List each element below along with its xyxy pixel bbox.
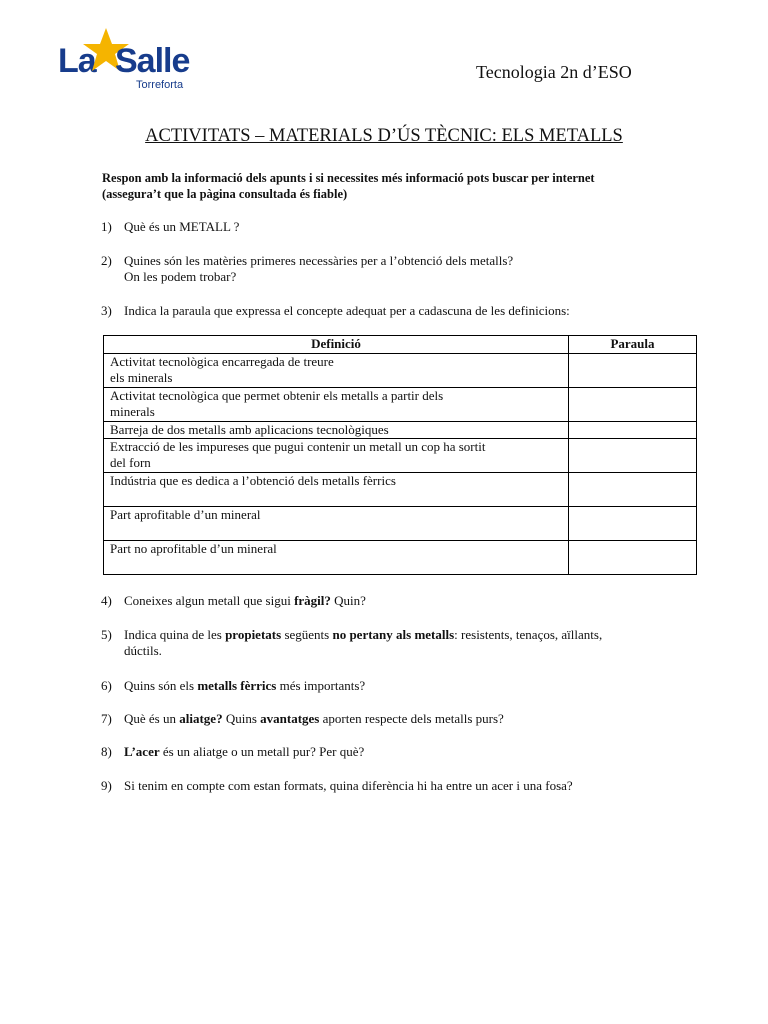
definition-cell — [104, 388, 569, 422]
table-row — [104, 354, 697, 388]
word-cell[interactable] — [569, 422, 697, 439]
question-text: Quines són les matèries primeres necessàries per a l’obtenció dels metalls? — [124, 253, 514, 268]
instructions-line-2: (assegura’t que la pàgina consultada és fiable) — [102, 187, 348, 201]
definition-cell — [104, 473, 569, 507]
question-text: L’acer és un aliatge o un metall pur? Per què? — [124, 744, 365, 759]
definition-text: Activitat tecnològica que permet obtenir els metalls a partir dels — [110, 388, 444, 403]
definition-text-cont: els minerals — [110, 370, 173, 385]
question-text-line-2: On les podem trobar? — [124, 269, 237, 284]
word-cell[interactable] — [569, 439, 697, 473]
question-number: 2) — [101, 253, 112, 268]
definition-text: Activitat tecnològica encarregada de treure — [110, 354, 334, 369]
word-cell[interactable] — [569, 507, 697, 541]
word-cell[interactable] — [569, 473, 697, 507]
word-cell[interactable] — [569, 541, 697, 575]
definitions-table — [103, 335, 697, 575]
table-row — [104, 439, 697, 473]
definition-text-cont: minerals — [110, 404, 155, 419]
question-number: 7) — [101, 711, 112, 726]
subject-heading: Tecnologia 2n d’ESO — [476, 62, 632, 82]
question-number: 5) — [101, 627, 112, 642]
question-number: 8) — [101, 744, 112, 759]
definition-cell — [104, 507, 569, 541]
definition-text: Extracció de les impureses que pugui contenir un metall un cop ha sortit — [110, 439, 486, 454]
table-row — [104, 507, 697, 541]
table-row — [104, 541, 697, 575]
definition-text-cont: del forn — [110, 455, 151, 470]
table-row — [104, 473, 697, 507]
header-definicio: Definició — [104, 336, 569, 354]
question-text: Quins són els metalls fèrrics més importants? — [124, 678, 366, 693]
la-salle-logo — [58, 30, 218, 94]
question-text: Indica la paraula que expressa el concepte adequat per a cadascuna de les definicions: — [124, 303, 570, 318]
question-text: Coneixes algun metall que sigui fràgil? Quin? — [124, 593, 366, 608]
header-paraula: Paraula — [569, 336, 697, 354]
definition-cell — [104, 354, 569, 388]
word-cell[interactable] — [569, 388, 697, 422]
logo-text-la: La — [58, 42, 96, 80]
question-number: 6) — [101, 678, 112, 693]
question-number: 3) — [101, 303, 112, 318]
table-row — [104, 388, 697, 422]
definition-cell — [104, 422, 569, 439]
question-text: Indica quina de les propietats següents no pertany als metalls: resistents, tenaços, aïllants, dúctils. — [124, 627, 603, 658]
definition-text: Part aprofitable d’un mineral — [110, 507, 261, 522]
logo-text-salle: Salle — [115, 42, 190, 80]
instructions — [102, 170, 682, 202]
question-number: 4) — [101, 593, 112, 608]
question-number: 1) — [101, 219, 112, 234]
question-text: Què és un METALL ? — [124, 219, 240, 234]
word-cell[interactable] — [569, 354, 697, 388]
question-number: 9) — [101, 778, 112, 793]
table-row — [104, 422, 697, 439]
definition-text: Part no aprofitable d’un mineral — [110, 541, 277, 556]
logo-subtitle: Torreforta — [136, 79, 184, 91]
definition-cell — [104, 541, 569, 575]
definition-cell — [104, 439, 569, 473]
definition-text: Indústria que es dedica a l’obtenció dels metalls fèrrics — [110, 473, 396, 488]
page-title: ACTIVITATS – MATERIALS D’ÚS TÈCNIC: ELS METALLS — [145, 126, 623, 146]
question-text: Si tenim en compte com estan formats, quina diferència hi ha entre un acer i una fosa? — [124, 778, 573, 793]
definition-text: Barreja de dos metalls amb aplicacions tecnològiques — [110, 422, 389, 437]
question-text: Què és un aliatge? Quins avantatges aporten respecte dels metalls purs? — [124, 711, 504, 726]
instructions-line-1: Respon amb la informació dels apunts i si necessites més informació pots buscar per internet — [102, 171, 595, 185]
table-header-row — [104, 336, 697, 354]
